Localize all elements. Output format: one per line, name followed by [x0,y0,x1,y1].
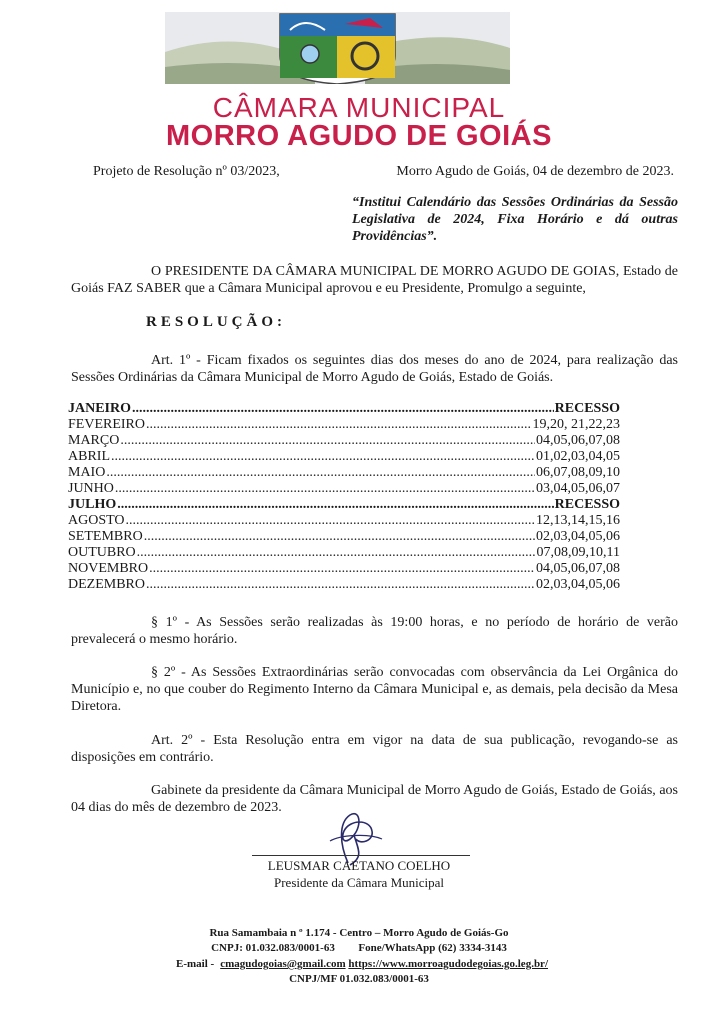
project-number: Projeto de Resolução nº 03/2023, [93,164,280,179]
calendar-days: 02,03,04,05,06 [536,577,620,592]
paragraph-2: § 2º - As Sessões Extraordinárias serão convocadas com observância da Lei Orgânica do Município e, no que couber do Regimento Interno da Câmara Municipal e, as demais, pela decisão da Mesa Diretora. [71,665,678,714]
calendar-row [68,561,620,577]
dot-leader [146,577,535,593]
calendar-list [68,401,620,593]
calendar-days: 19,20, 21,22,23 [532,417,620,432]
calendar-row [68,529,620,545]
calendar-days: 06,07,08,09,10 [536,465,620,480]
calendar-row [68,577,620,593]
calendar-row [68,513,620,529]
calendar-month: SETEMBRO [68,529,143,544]
calendar-days: RECESSO [554,497,620,512]
calendar-row [68,465,620,481]
footer-links-row [0,958,718,970]
calendar-month: JUNHO [68,481,114,496]
calendar-row [68,417,620,433]
municipal-coat-of-arms-icon [165,12,510,84]
calendar-days: 04,05,06,07,08 [536,433,620,448]
calendar-month: NOVEMBRO [68,561,149,576]
preamble: O PRESIDENTE DA CÂMARA MUNICIPAL DE MORRO AGUDO DE GOIAS, Estado de Goiás FAZ SABER que a Câmara Municipal aprovou e eu Presidente, Promulgo a seguinte, [71,264,678,296]
dot-leader [106,465,535,481]
footer-website-link[interactable]: https://www.morroagudodegoias.go.leg.br/ [348,958,548,970]
calendar-row [68,497,620,513]
dot-leader [115,481,535,497]
calendar-month: OUTUBRO [68,545,136,560]
resolution-heading: RESOLUÇÃO: [146,314,287,330]
signature-line [252,855,470,856]
footer-email-link[interactable]: cmagudogoias@gmail.com [220,958,346,970]
calendar-month: FEVEREIRO [68,417,145,432]
calendar-month: MAIO [68,465,106,480]
calendar-month: JANEIRO [68,401,132,416]
calendar-month: MARÇO [68,433,120,448]
footer-cnpj: CNPJ: 01.032.083/0001-63 [211,942,335,954]
dot-leader [132,401,554,417]
signer-role: Presidente da Câmara Municipal [273,875,445,890]
calendar-month: AGOSTO [68,513,125,528]
calendar-days: RECESSO [554,401,620,416]
calendar-row [68,449,620,465]
paragraph-1: § 1º - As Sessões serão realizadas às 19:00 horas, e no período de horário de verão prevalecerá o mesmo horário. [71,615,678,647]
calendar-row [68,401,620,417]
footer-address: Rua Samambaia n º 1.174 - Centro – Morro Agudo de Goiás-Go [209,927,509,939]
footer-contact-row [0,942,718,954]
calendar-days: 02,03,04,05,06 [536,529,620,544]
calendar-month: JULHO [68,497,117,512]
calendar-days: 07,08,09,10,11 [536,545,620,560]
signer-name: LEUSMAR CAETANO COELHO [267,858,451,873]
municipality-name: MORRO AGUDO DE GOIÁS [166,120,552,152]
calendar-row [68,433,620,449]
dot-leader [117,497,553,513]
footer-cnpj-mf: CNPJ/MF 01.032.083/0001-63 [289,973,429,985]
calendar-row [68,481,620,497]
article-1: Art. 1º - Ficam fixados os seguintes dias dos meses do ano de 2024, para realização das Sessões Ordinárias da Câmara Municipal de Morro Agudo de Goiás, Estado de Goiás. [71,353,678,385]
calendar-days: 04,05,06,07,08 [536,561,620,576]
calendar-days: 01,02,03,04,05 [536,449,620,464]
footer-email-label: E-mail - [175,958,215,970]
calendar-row [68,545,620,561]
place-date: Morro Agudo de Goiás, 04 de dezembro de 2023. [396,164,674,179]
closing-text: Gabinete da presidente da Câmara Municipal de Morro Agudo de Goiás, Estado de Goiás, aos 04 dias do mês de dezembro de 2023. [71,783,678,815]
dot-leader [126,513,535,529]
dot-leader [111,449,535,465]
calendar-days: 03,04,05,06,07 [536,481,620,496]
dot-leader [146,417,532,433]
footer-phone: Fone/WhatsApp (62) 3334-3143 [358,942,507,954]
dot-leader [137,545,536,561]
ementa: “Institui Calendário das Sessões Ordinárias da Sessão Legislativa de 2024, Fixa Horário e dá outras Providências”. [352,195,678,244]
organization-name: CÂMARA MUNICIPAL [212,92,506,123]
dot-leader [149,561,535,577]
article-2: Art. 2º - Esta Resolução entra em vigor na data de sua publicação, revogando-se as disposições em contrário. [71,733,678,765]
dot-leader [120,433,535,449]
dot-leader [144,529,535,545]
calendar-month: ABRIL [68,449,110,464]
calendar-month: DEZEMBRO [68,577,145,592]
calendar-days: 12,13,14,15,16 [536,513,620,528]
